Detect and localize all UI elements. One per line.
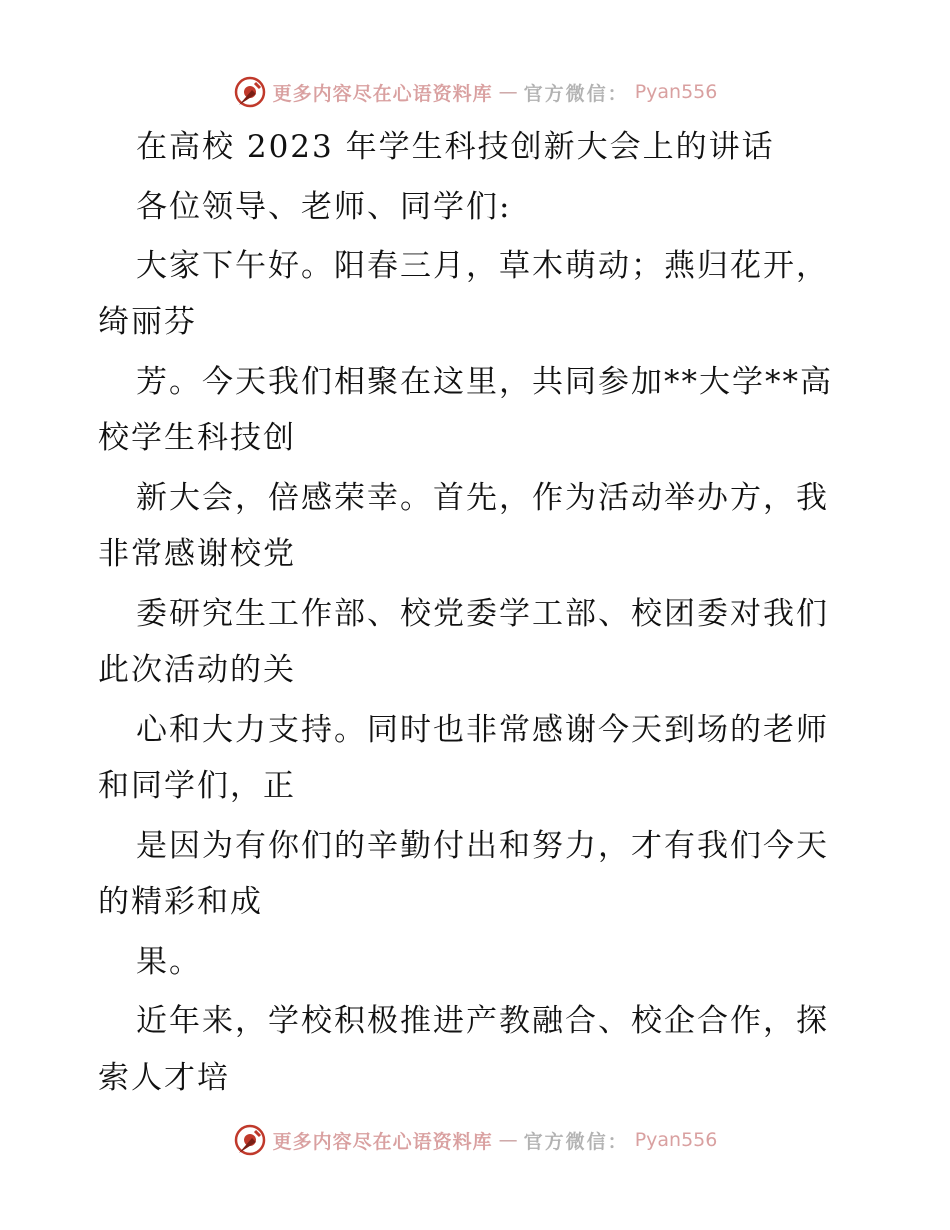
paragraph-line: 果。 — [136, 944, 202, 980]
watermark-wechat-id: Pyan556 — [634, 81, 718, 103]
paragraph-line: 此次活动的关 — [98, 652, 296, 688]
salutation: 各位领导、老师、同学们: — [136, 189, 512, 225]
watermark-main-text: 更多内容尽在心语资料库 — [272, 82, 493, 105]
header-watermark — [0, 72, 950, 112]
paragraph-line: 芳。今天我们相聚在这里，共同参加**大学**高 — [136, 364, 833, 400]
watermark-main-text: 更多内容尽在心语资料库 — [272, 1130, 493, 1153]
paragraph-line: 是因为有你们的辛勤付出和努力，才有我们今天 — [136, 828, 829, 864]
paragraph-line: 和同学们，正 — [98, 768, 296, 804]
paragraph-line: 校学生科技创 — [98, 420, 296, 456]
paragraph-line: 非常感谢校党 — [98, 536, 296, 572]
paragraph-line: 近年来，学校积极推进产教融合、校企合作，探 — [136, 1003, 829, 1039]
watermark-dash: — — [498, 1129, 518, 1151]
paragraph-line: 的精彩和成 — [98, 884, 263, 920]
watermark-wechat-id: Pyan556 — [634, 1129, 718, 1151]
watermark-dash: — — [498, 81, 518, 103]
paragraph-line: 绮丽芬 — [98, 304, 197, 340]
paragraph-line: 索人才培 — [98, 1060, 230, 1096]
paragraph-line: 新大会，倍感荣幸。首先，作为活动举办方，我 — [136, 480, 829, 516]
watermark-sub-text: 官方微信： — [523, 82, 629, 105]
pen-logo-icon — [233, 75, 267, 109]
footer-watermark — [0, 1120, 950, 1160]
pen-logo-icon — [233, 1123, 267, 1157]
watermark-sub-text: 官方微信： — [523, 1130, 629, 1153]
paragraph-line: 大家下午好。阳春三月，草木萌动；燕归花开， — [136, 248, 829, 284]
document-title: 在高校 2023 年学生科技创新大会上的讲话 — [136, 129, 775, 165]
paragraph-line: 心和大力支持。同时也非常感谢今天到场的老师 — [136, 712, 829, 748]
paragraph-line: 委研究生工作部、校党委学工部、校团委对我们 — [136, 596, 829, 632]
